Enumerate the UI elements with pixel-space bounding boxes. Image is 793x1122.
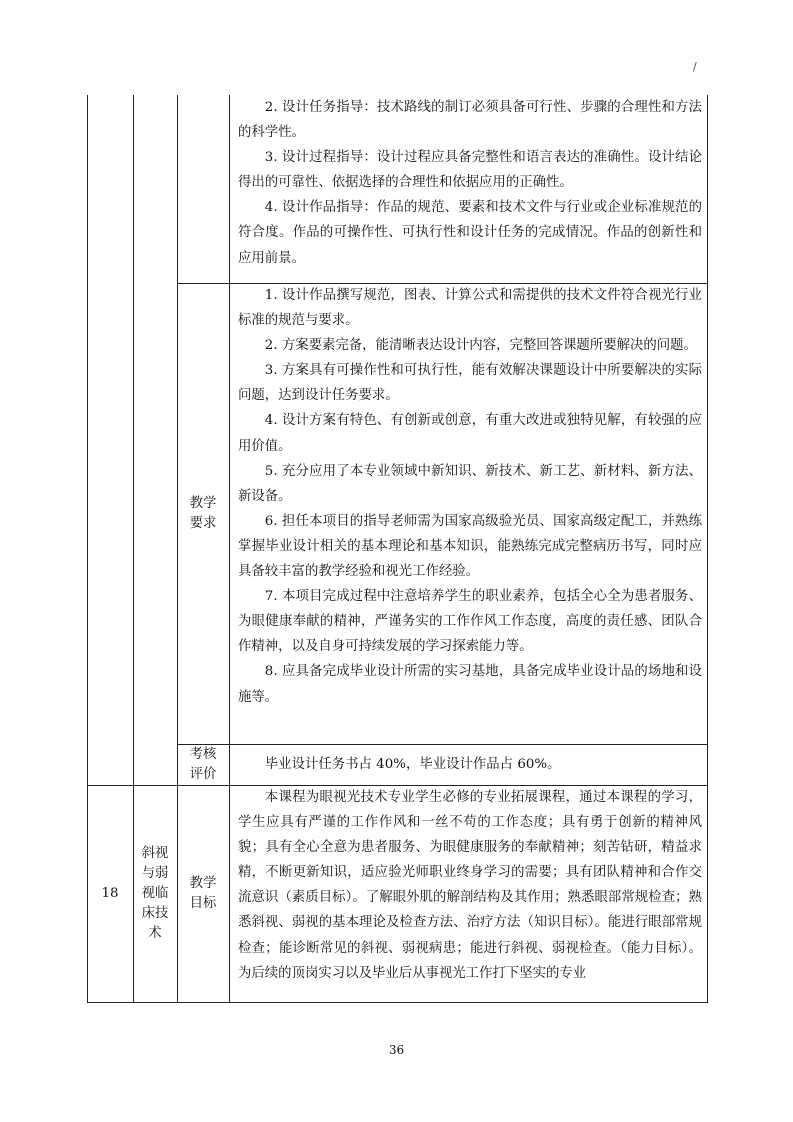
table-border-bottom [87,1002,708,1003]
objectives-label-cell [177,785,229,1002]
requirement-item: 2. 方案要素完备，能清晰表达设计内容，完整回答课题所要解决的问题。 [264,338,697,354]
curriculum-table [87,95,708,1003]
requirement-item: 5. 充分应用了本专业领域中新知识、新技术、新工艺、新材料、新方法、新设备。 [238,463,702,504]
requirement-item: 7. 本项目完成过程中注意培养学生的职业素养，包括全心全为患者服务、为眼健康奉献的精神，严谨务实的工作作风工作态度，高度的责任感、团队合作精神，以及自身可持续发展的学习探索能力等。 [238,589,702,655]
teaching-requirements-cell [229,283,708,744]
objectives-cell [229,785,708,1002]
requirement-item: 4. 设计方案有特色、有创新或创意，有重大改进或独特见解，有较强的应用价值。 [238,413,702,454]
teaching-requirements-label-cell [177,283,229,744]
course-number: 18 [101,886,119,901]
design-guidance-item: 2. 设计任务指导：技术路线的制订必须具备可行性、步骤的合理性和方法的科学性。 [238,100,702,141]
corner-mark: / [693,60,697,73]
teaching-requirements-label: 教学要求 [189,495,217,531]
assessment-label: 考核评价 [189,746,217,782]
course-name-cell [133,785,177,1002]
requirement-item: 6. 担任本项目的指导老师需为国家高级验光员、国家高级定配工，并熟练掌握毕业设计相关的基本理论和基本知识，能熟练完成完整病历书写，同时应具备较丰富的教学经验和视光工作经验。 [238,513,702,580]
design-guidance-cell [229,95,708,283]
design-guidance-item: 4. 设计作品指导：作品的规范、要素和技术文件与行业或企业标准规范的符合度。作品的可操作性、可执行性和设计任务的完成情况。作品的创新性和应用前景。 [238,200,702,266]
assessment-text: 毕业设计任务书占 40%，毕业设计作品占 60%。 [264,756,561,772]
design-guidance-item: 3. 设计过程指导：设计过程应具备完整性和语言表达的准确性。设计结论得出的可靠性、依据选择的合理性和依据应用的正确性。 [238,150,702,191]
assessment-cell [229,744,708,785]
objectives-label: 教学目标 [189,875,217,911]
requirement-item: 8. 应具备完成毕业设计所需的实习基地，具备完成毕业设计品的场地和设施等。 [238,664,702,705]
requirement-item: 1. 设计作品撰写规范，图表、计算公式和需提供的技术文件符合视光行业标准的规范与要求。 [238,288,702,329]
course-name: 斜视与弱视临床技术 [141,845,169,941]
requirement-item: 3. 方案具有可操作性和可执行性，能有效解决课题设计中所要解决的实际问题，达到设计任务要求。 [238,363,702,404]
assessment-label-cell [177,744,229,785]
course-number-cell [87,785,133,1002]
page-number: 36 [388,1043,405,1057]
objectives-text: 本课程为眼视光技术专业学生必修的专业拓展课程，通过本课程的学习，学生应具有严谨的工作作风和一丝不苟的工作态度；具有勇于创新的精神风貌；具有全心全意为患者服务、为眼健康服务的奉献精神；刻苦钻研，精益求精，不断更新知识，适应验光师职业终身学习的需要；具有团队精神和合作交流意识（素质目标）。了解眼外肌的解剖结构及其作用；熟悉眼部常规检查；熟悉斜视、弱视的基本理论及检查方法、治疗方法（知识目标）。能进行眼部常规检查；能诊断常见的斜视、弱视病患；能进行斜视、弱视检查。（能力目标）。为后续的顶岗实习以及毕业后从事视光工作打下坚实的专业 [238,790,702,981]
